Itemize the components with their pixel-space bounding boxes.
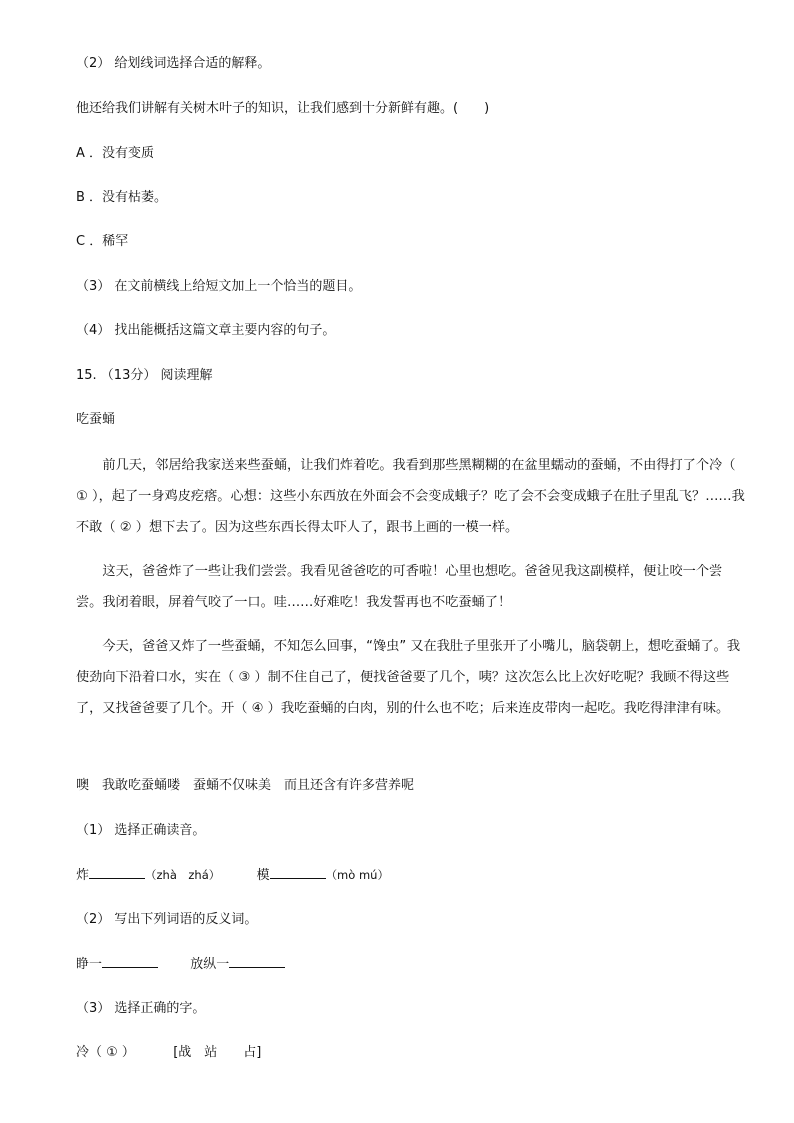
q15-sub1-prompt: （1） 选择正确读音。 <box>76 823 206 838</box>
passage-paragraph-1: 前几天，邻居给我家送来些蚕蛹，让我们炸着吃。我看到那些黑糊糊的在盆里蠕动的蚕蛹，不由得打了个冷（ ① ），起了一身鸡皮疙瘩。心想：这些小东西放在外面会不会变成蛾子？吃了会不会变成蛾子在肚子里乱飞？……我不敢（ ② ）想下去了。因为这些东西长得太吓人了，跟书上画的一模一样。 <box>76 458 745 535</box>
q15-sub2-prompt: （2） 写出下列词语的反义词。 <box>76 912 258 927</box>
q14-sub3-prompt: （3） 在文前横线上给短文加上一个恰当的题目。 <box>76 279 362 294</box>
pinyin-options-mo: （mò mú） <box>325 868 389 882</box>
antonym-word-1: 睁一 <box>76 957 103 972</box>
passage-last-line: 噢 我敢吃蚕蛹喽 蚕蛹不仅味美 而且还含有许多营养呢 <box>76 778 415 793</box>
antonym-word-2: 放纵一 <box>190 957 230 972</box>
q14-sub4-prompt: （4） 找出能概括这篇文章主要内容的句子。 <box>76 323 336 338</box>
answer-blank-mo[interactable] <box>270 864 326 879</box>
char-choice-options: [战 站 占] <box>173 1045 262 1060</box>
word-mo: 模 <box>256 868 270 883</box>
q15-sub3-prompt: （3） 选择正确的字。 <box>76 1001 206 1016</box>
char-choice-item: 冷（ ① ） <box>76 1045 135 1060</box>
antonym-row <box>76 953 285 976</box>
pronunciation-row <box>76 864 389 887</box>
q14-sub2-prompt: （2） 给划线词选择合适的解释。 <box>76 56 271 71</box>
option-c: C ．稀罕 <box>76 234 129 249</box>
option-b: B ．没有枯萎。 <box>76 190 168 205</box>
q15-header: 15. （13分） 阅读理解 <box>76 368 213 383</box>
passage-paragraph-2: 这天，爸爸炸了一些让我们尝尝。我看见爸爸吃的可香啦！心里也想吃。爸爸见我这副模样，便让咬一个尝尝。我闭着眼，屏着气咬了一口。哇……好难吃！我发誓再也不吃蚕蛹了！ <box>76 564 723 610</box>
passage-title: 吃蚕蛹 <box>76 412 116 427</box>
word-zha: 炸 <box>76 868 90 883</box>
pinyin-options-zha: （zhà zhá） <box>145 868 221 882</box>
char-choice-row <box>76 1042 261 1064</box>
option-a: A ．没有变质 <box>76 146 155 161</box>
antonym-blank-2[interactable] <box>229 953 285 968</box>
q14-sentence: 他还给我们讲解有关树木叶子的知识，让我们感到十分新鲜有趣。( ) <box>76 101 490 116</box>
passage-paragraph-3: 今天，爸爸又炸了一些蚕蛹，不知怎么回事，“馋虫” 又在我肚子里张开了小嘴儿，脑袋朝上，想吃蚕蛹了。我使劲向下沿着口水，实在（ ③ ）制不住自己了，便找爸爸要了几个，咦？这次怎么比上次好吃呢？我顾不得这些了，又找爸爸要了几个。开（ ④ ）我吃蚕蛹的白肉，别的什么也不吃；后来连皮带肉一起吃。我吃得津津有味。 <box>76 639 741 716</box>
answer-blank-zha[interactable] <box>89 864 145 879</box>
antonym-blank-1[interactable] <box>102 953 158 968</box>
